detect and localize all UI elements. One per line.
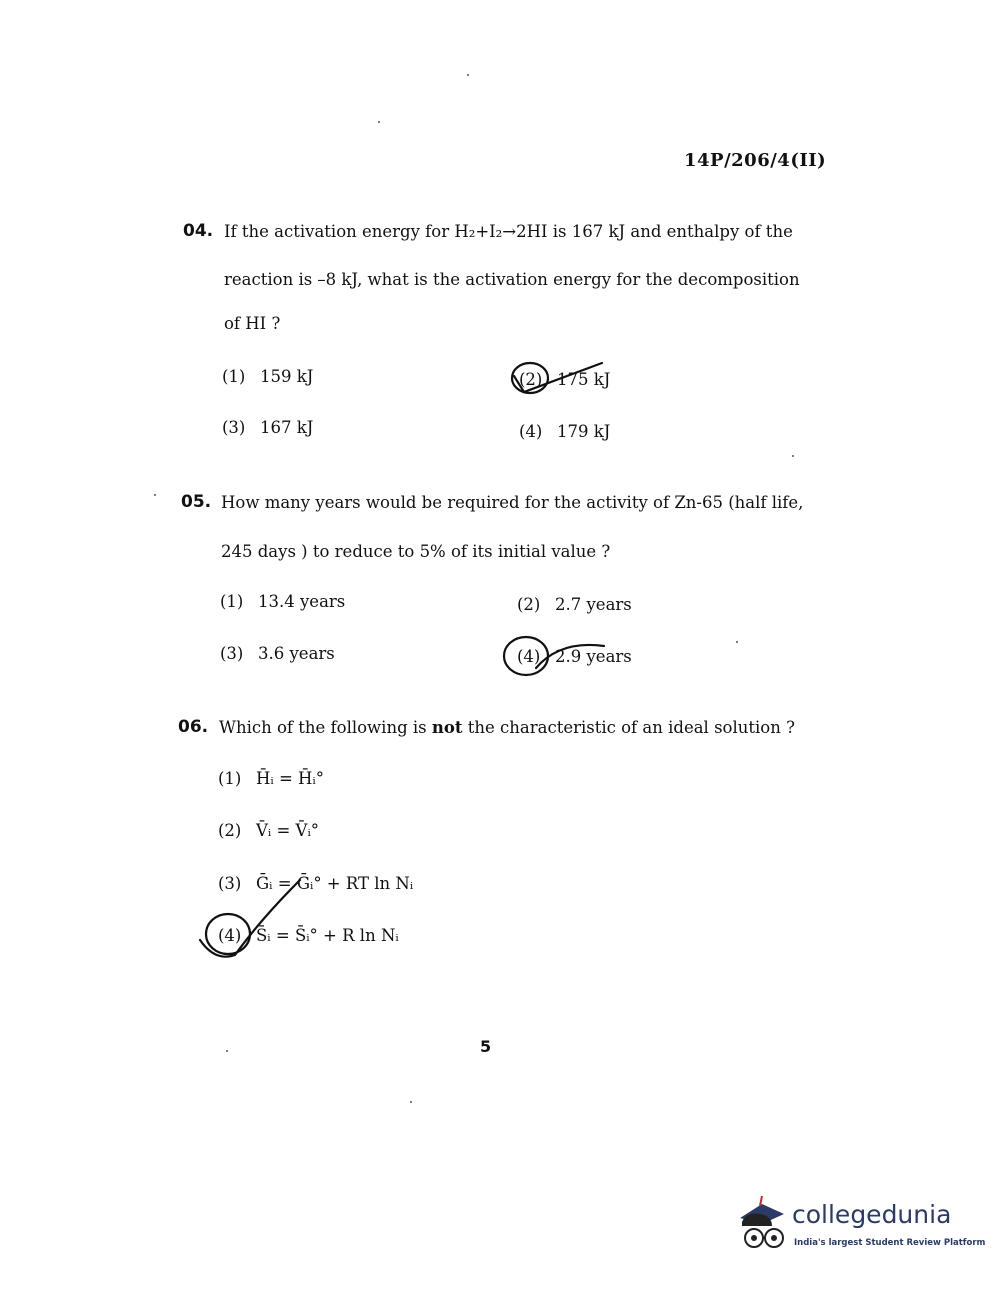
- option-text: 13.4 years: [258, 592, 346, 611]
- scan-speck: [154, 494, 156, 496]
- question-text: the characteristic of an ideal solution ?: [462, 718, 795, 737]
- option: [220, 644, 335, 663]
- option: [218, 874, 413, 893]
- option-text: 2.9 years: [555, 647, 632, 666]
- mascot-icon: [732, 1196, 790, 1256]
- option: [222, 418, 313, 437]
- option: [519, 422, 610, 441]
- question-text-line: reaction is –8 kJ, what is the activation energy for the decomposition: [224, 270, 800, 289]
- scan-speck: [736, 641, 738, 643]
- option-number: (2): [519, 370, 543, 389]
- question-text-line: If the activation energy for H₂+I₂→2HI is 167 kJ and enthalpy of the: [224, 222, 793, 241]
- emphasis-text: not: [431, 718, 463, 737]
- option-text: S̄ᵢ = S̄ᵢ° + R ln Nᵢ: [256, 926, 399, 945]
- page-number: 5: [480, 1037, 492, 1056]
- question-text: Which of the following is: [219, 718, 432, 737]
- scan-speck: [226, 1050, 228, 1052]
- option-number: (3): [220, 644, 244, 663]
- option-selected: [517, 647, 632, 666]
- option-number: (2): [218, 821, 242, 840]
- option-number: (1): [218, 769, 242, 788]
- option-text: 159 kJ: [260, 367, 314, 386]
- question-number: 05.: [181, 492, 212, 512]
- question-text-line: [219, 718, 795, 737]
- question-number: 06.: [178, 717, 209, 737]
- option-text: 175 kJ: [557, 370, 611, 389]
- option-selected: [519, 370, 610, 389]
- option-number: (3): [218, 874, 242, 893]
- logo-name: collegedunia: [792, 1200, 952, 1229]
- logo-tagline: India's largest Student Review Platform: [794, 1238, 986, 1248]
- scan-speck: [792, 455, 794, 457]
- option-text: H̄ᵢ = H̄ᵢ°: [256, 769, 324, 788]
- option-number: (1): [220, 592, 244, 611]
- question-text-line: 245 days ) to reduce to 5% of its initial value ?: [221, 542, 611, 561]
- question-text-line: of HI ?: [224, 314, 281, 333]
- option-text: 179 kJ: [557, 422, 611, 441]
- scan-speck: [378, 121, 380, 123]
- option: [517, 595, 632, 614]
- question-number: 04.: [183, 221, 214, 241]
- option-text: Ḡᵢ = Ḡᵢ° + RT ln Nᵢ: [256, 874, 414, 893]
- scan-speck: [467, 74, 469, 76]
- option-text: 2.7 years: [555, 595, 632, 614]
- option-number: (4): [519, 422, 543, 441]
- option-text: 167 kJ: [260, 418, 314, 437]
- option-number: (3): [222, 418, 246, 437]
- option-text: V̄ᵢ = V̄ᵢ°: [256, 821, 320, 840]
- option: [220, 592, 345, 611]
- option-number: (4): [517, 647, 541, 666]
- question-text-line: How many years would be required for the activity of Zn-65 (half life,: [221, 493, 804, 512]
- option-text: 3.6 years: [258, 644, 335, 663]
- option-number: (2): [517, 595, 541, 614]
- paper-code: 14P/206/4(II): [684, 150, 827, 171]
- scan-speck: [410, 1101, 412, 1103]
- option: [222, 367, 313, 386]
- option-number: (1): [222, 367, 246, 386]
- option-number: (4): [218, 926, 242, 945]
- option: [218, 821, 319, 840]
- collegedunia-logo: [732, 1196, 986, 1266]
- option-selected: [218, 926, 399, 945]
- option: [218, 769, 324, 788]
